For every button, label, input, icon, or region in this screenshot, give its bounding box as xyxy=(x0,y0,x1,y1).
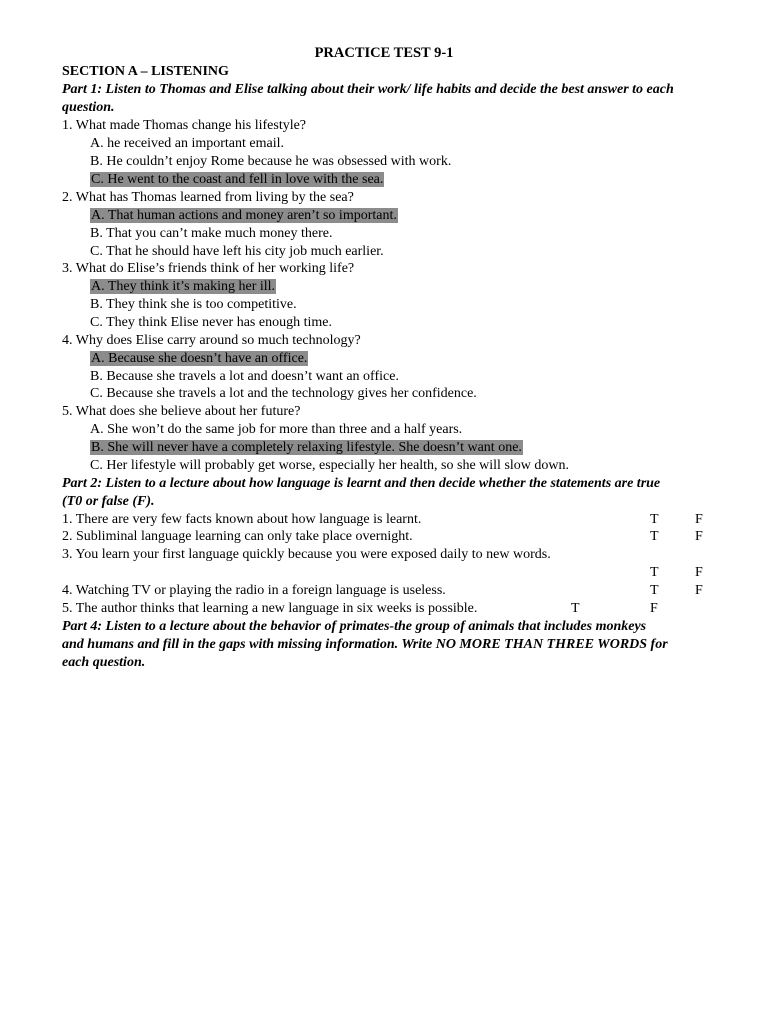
option-3c: C. They think Elise never has enough time. xyxy=(90,315,332,330)
statement-4: 4. Watching TV or playing the radio in a foreign language is useless. xyxy=(62,583,446,598)
option-5b-highlighted: B. She will never have a completely relaxing lifestyle. She doesn’t want one. xyxy=(91,440,522,455)
statement-3: 3. You learn your first language quickly because you were exposed daily to new words. xyxy=(62,547,551,562)
false-marker: F xyxy=(650,601,658,616)
false-marker: F xyxy=(695,583,703,598)
true-marker: T xyxy=(571,601,580,616)
false-marker: F xyxy=(695,529,703,544)
question-2: 2. What has Thomas learned from living by the sea? xyxy=(62,190,354,205)
option-3b: B. They think she is too competitive. xyxy=(90,297,297,312)
option-2a-highlighted: A. That human actions and money aren’t so important. xyxy=(91,208,397,223)
part4-instruction-cont: and humans and fill in the gaps with missing information. Write NO MORE THAN THREE WORDS for xyxy=(62,637,668,652)
question-3: 3. What do Elise’s friends think of her working life? xyxy=(62,261,355,276)
option-3a-highlighted: A. They think it’s making her ill. xyxy=(91,279,276,294)
option-1c-highlighted: C. He went to the coast and fell in love with the sea. xyxy=(91,172,384,187)
true-marker: T xyxy=(650,512,659,527)
false-marker: F xyxy=(695,565,703,580)
true-marker: T xyxy=(650,529,659,544)
page-title: PRACTICE TEST 9-1 xyxy=(314,45,454,61)
statement-2: 2. Subliminal language learning can only take place overnight. xyxy=(62,529,413,544)
option-5a: A. She won’t do the same job for more than three and a half years. xyxy=(90,422,463,437)
option-5c: C. Her lifestyle will probably get worse, especially her health, so she will slow down. xyxy=(90,458,570,473)
part1-instruction: Part 1: Listen to Thomas and Elise talking about their work/ life habits and decide the best answer to each xyxy=(62,82,674,97)
question-4: 4. Why does Elise carry around so much technology? xyxy=(62,333,361,348)
part4-instruction: Part 4: Listen to a lecture about the behavior of primates-the group of animals that includes monkeys xyxy=(62,619,647,634)
question-1: 1. What made Thomas change his lifestyle? xyxy=(62,118,307,133)
option-4c: C. Because she travels a lot and the technology gives her confidence. xyxy=(90,386,477,401)
option-1b: B. He couldn’t enjoy Rome because he was obsessed with work. xyxy=(90,154,452,169)
part4-instruction-end: each question. xyxy=(62,655,146,670)
option-4a-highlighted: A. Because she doesn’t have an office. xyxy=(91,351,308,366)
statement-1: 1. There are very few facts known about how language is learnt. xyxy=(62,512,422,527)
option-2b: B. That you can’t make much money there. xyxy=(90,226,333,241)
true-marker: T xyxy=(650,565,659,580)
question-5: 5. What does she believe about her future? xyxy=(62,404,301,419)
part2-instruction-cont: (T0 or false (F). xyxy=(62,494,155,509)
part1-instruction-cont: question. xyxy=(62,100,115,115)
section-heading: SECTION A – LISTENING xyxy=(62,64,229,79)
option-2c: C. That he should have left his city job much earlier. xyxy=(90,244,384,259)
part2-instruction: Part 2: Listen to a lecture about how language is learnt and then decide whether the statements are true xyxy=(62,476,661,491)
true-marker: T xyxy=(650,583,659,598)
option-1a: A. he received an important email. xyxy=(90,136,284,151)
statement-5: 5. The author thinks that learning a new language in six weeks is possible. xyxy=(62,601,478,616)
option-4b: B. Because she travels a lot and doesn’t want an office. xyxy=(90,369,399,384)
false-marker: F xyxy=(695,512,703,527)
